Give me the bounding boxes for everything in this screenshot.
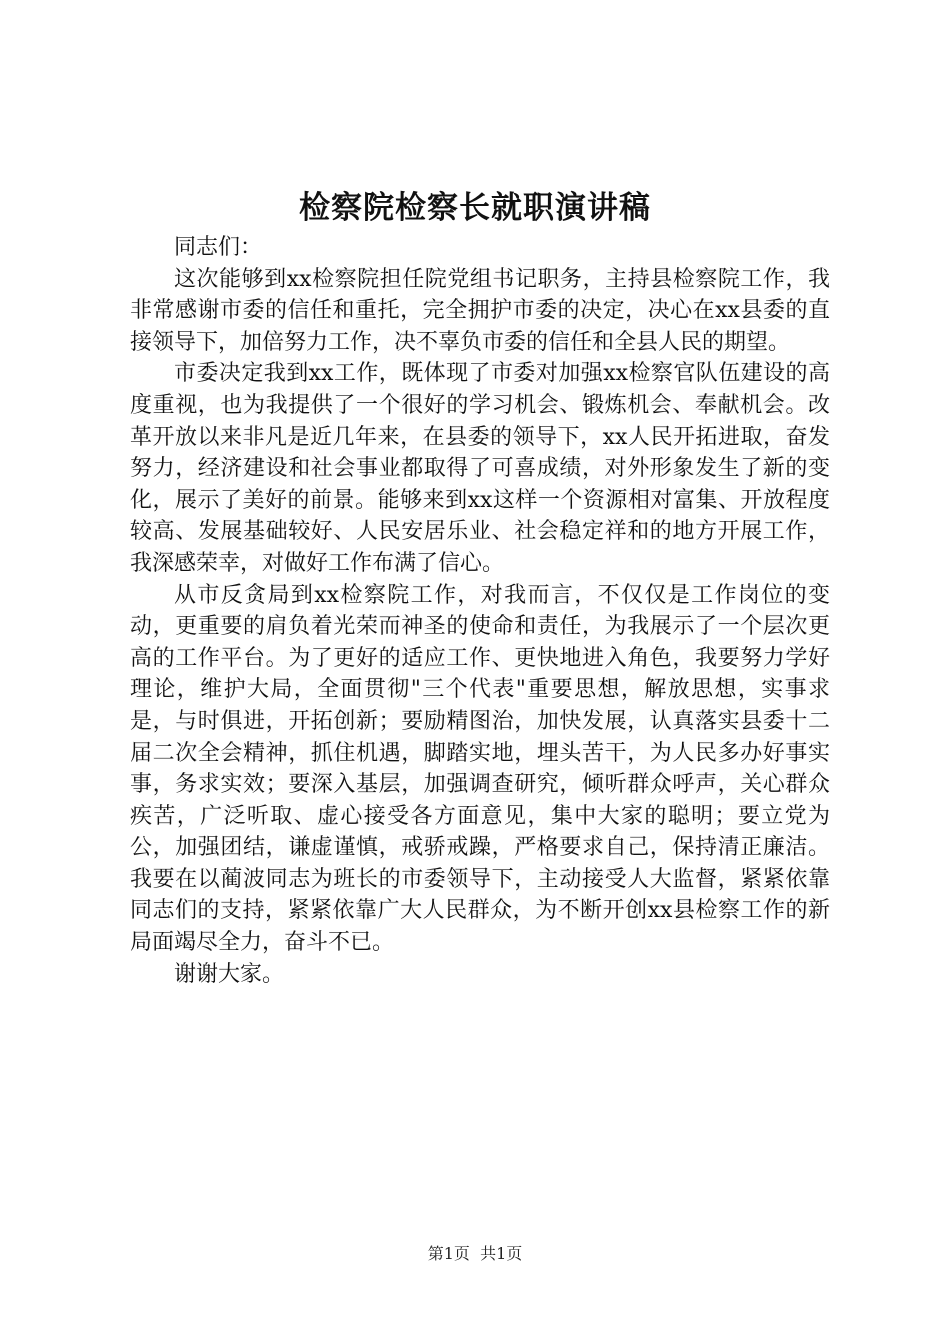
- page-number: 第1页: [427, 1244, 470, 1263]
- closing-line: 谢谢大家。: [174, 961, 285, 987]
- page-footer: [0, 1242, 950, 1266]
- paragraph-2: 市委决定我到xx工作，既体现了市委对加强xx检察官队伍建设的高度重视，也为我提供了一个很好的学习机会、锻炼机会、奉献机会。改革开放以来非凡是近几年来，在县委的领导下，xx人民开拓进取，奋发努力，经济建设和社会事业都取得了可喜成绩，对外形象发生了新的变化，展示了美好的前景。能够来到xx这样一个资源相对富集、开放程度较高、发展基础较好、人民安居乐业、社会稳定祥和的地方开展工作，我深感荣幸，对做好工作布满了信心。: [130, 361, 830, 576]
- salutation: 同志们：: [174, 235, 263, 260]
- document-title: 检察院检察长就职演讲稿: [299, 190, 651, 226]
- paragraph-3: 从市反贪局到xx检察院工作，对我而言，不仅仅是工作岗位的变动，更重要的肩负着光荣而神圣的使命和责任，为我展示了一个层次更高的工作平台。为了更好的适应工作、更快地进入角色，我要努力学好理论，维护大局，全面贯彻"三个代表"重要思想，解放思想，实事求是，与时俱进，开拓创新；要励精图治，加快发展，认真落实县委十二届二次全会精神，抓住机遇，脚踏实地，埋头苦干，为人民多办好事实事，务求实效；要深入基层，加强调查研究，倾听群众呼声，关心群众疾苦，广泛听取、虚心接受各方面意见，集中大家的聪明；要立党为公，加强团结，谦虚谨慎，戒骄戒躁，严格要求自己，保持清正廉洁。我要在以蔺波同志为班长的市委领导下，主动接受人大监督，紧紧依靠同志们的支持，紧紧依靠广大人民群众，为不断开创xx县检察工作的新局面竭尽全力，奋斗不已。: [130, 582, 830, 956]
- page-total: 共1页: [480, 1244, 523, 1263]
- footer-gap: [470, 1244, 480, 1263]
- paragraph-1: 这次能够到xx检察院担任院党组书记职务，主持县检察院工作，我非常感谢市委的信任和重托，完全拥护市委的决定，决心在xx县委的直接领导下，加倍努力工作，决不辜负市委的信任和全县人民的期望。: [130, 266, 830, 355]
- document-body: [130, 232, 830, 990]
